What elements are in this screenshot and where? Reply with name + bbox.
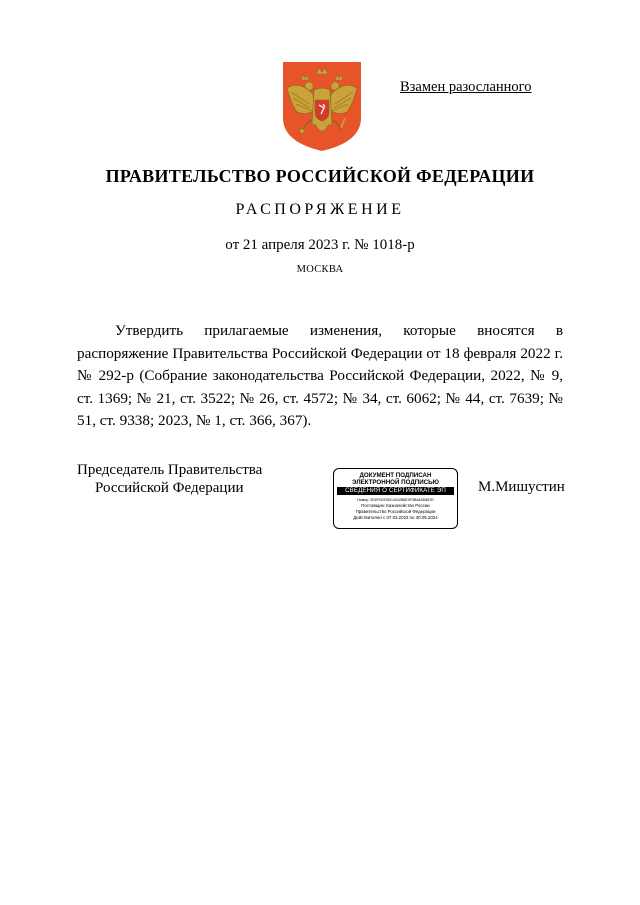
- stamp-heading-line2: ЭЛЕКТРОННОЙ ПОДПИСЬЮ: [352, 479, 439, 486]
- replacement-note: Взамен разосланного: [400, 79, 532, 95]
- stamp-validity: Действителен с 07.03.2023 по 30.05.2024: [353, 515, 438, 520]
- document-date-number: от 21 апреля 2023 г. № 1018-р: [225, 237, 415, 253]
- signatory-name: М.Мишустин: [478, 479, 565, 495]
- stamp-certificate-number: Номер: 2E6F9CE5DC4042B6E9F3BA63D867E: [357, 498, 434, 502]
- stamp-heading-line1: ДОКУМЕНТ ПОДПИСАН: [359, 472, 432, 479]
- electronic-signature-stamp: [333, 468, 458, 529]
- stamp-certificate-bar: СВЕДЕНИЯ О СЕРТИФИКАТЕ ЭП: [337, 487, 454, 495]
- signatory-position-line1: Председатель Правительства: [77, 462, 263, 478]
- order-body-text: Утвердить прилагаемые изменения, которые вносятся в распоряжение Правительства Российской Федерации от 18 февраля 2022 г. № 292-р (Собрание законодательства Российской Федерации, 2022, № 9, ст. 1369; № 21, ст. 3522; № 26, ст. 4572; № 34, ст. 6062; № 44, ст. 7639; № 51, ст. 9338; 2023, № 1, ст. 366, 367).: [77, 322, 563, 429]
- signatory-position-line2: Российской Федерации: [95, 480, 244, 496]
- stamp-issuer: Поставщик: Казначейство России: [361, 503, 430, 508]
- russian-coat-of-arms-icon: [279, 58, 365, 154]
- stamp-owner: Правительство Российской Федерации: [355, 509, 436, 514]
- document-city: МОСКВА: [296, 264, 344, 275]
- signatory-position: [77, 461, 287, 497]
- document-type: РАСПОРЯЖЕНИЕ: [235, 201, 405, 218]
- government-title: ПРАВИТЕЛЬСТВО РОССИЙСКОЙ ФЕДЕРАЦИИ: [105, 166, 535, 186]
